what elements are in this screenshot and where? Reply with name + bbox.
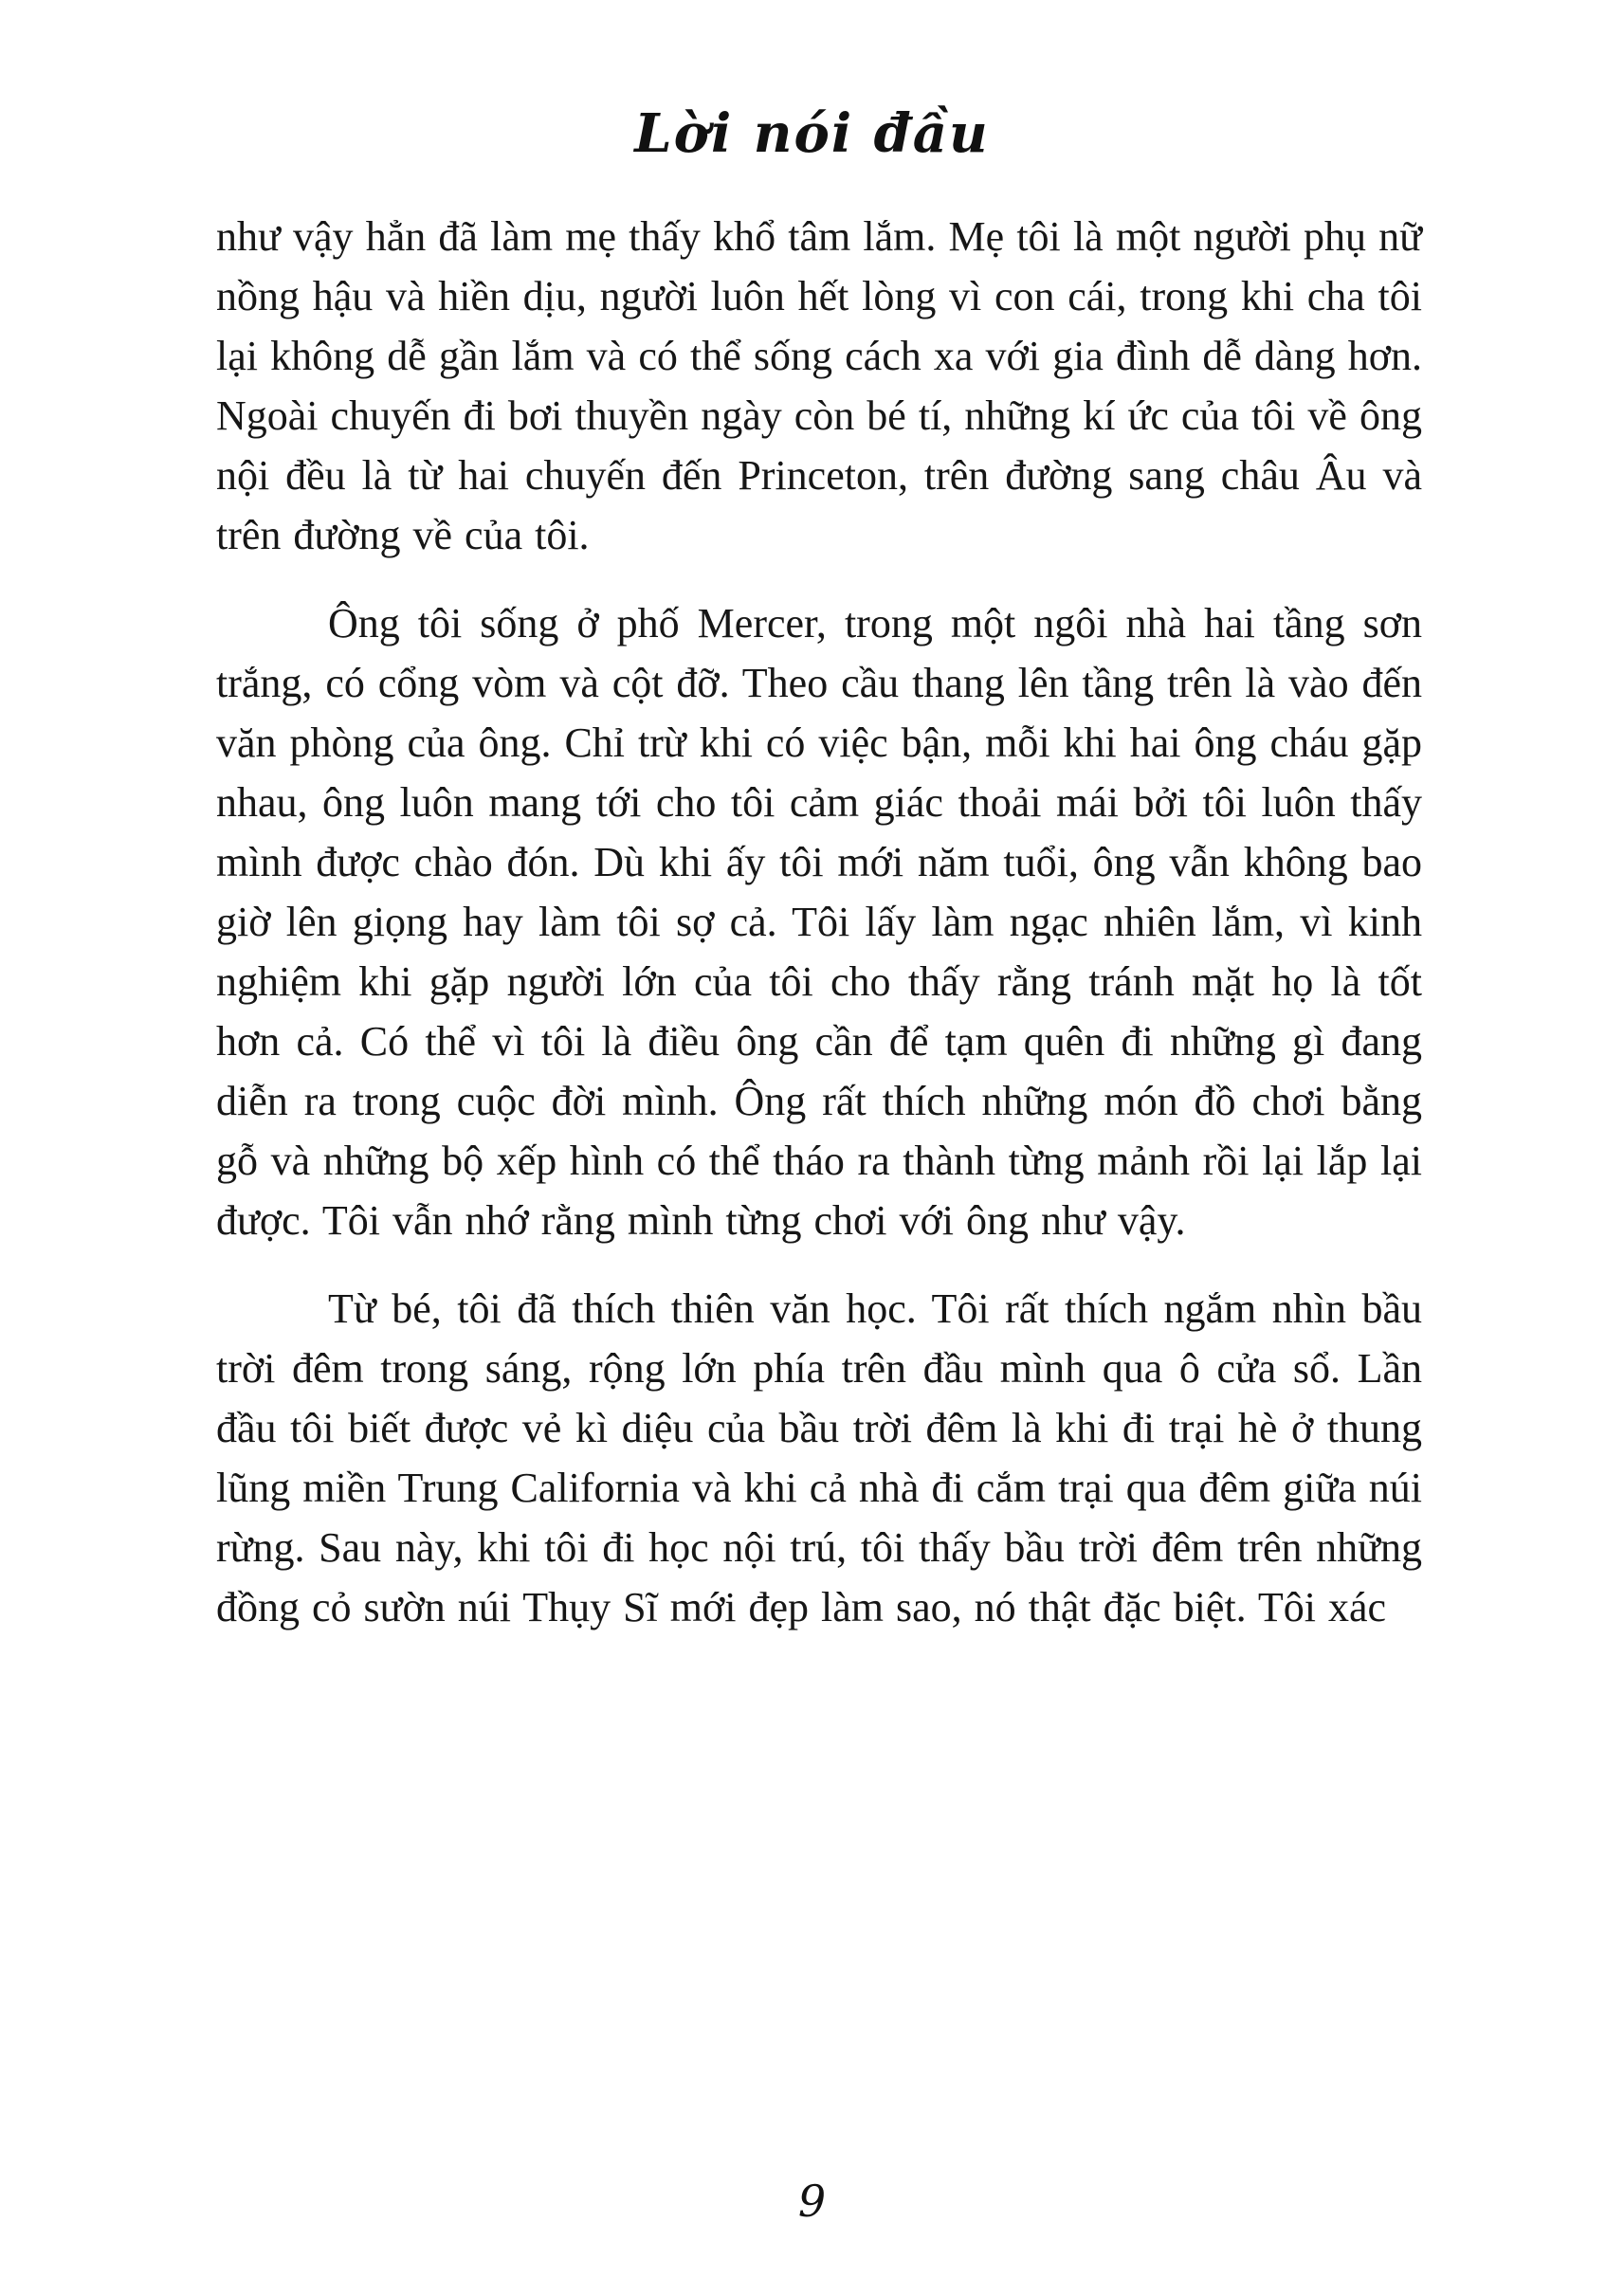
- paragraph: như vậy hẳn đã làm mẹ thấy khổ tâm lắm. Mẹ tôi là một người phụ nữ nồng hậu và hiền dịu, người luôn hết lòng vì con cái, trong khi cha tôi lại không dễ gần lắm và có thể sống cách xa với gia đình dễ dàng hơn. Ngoài chuyến đi bơi thuyền ngày còn bé tí, những kí ức của tôi về ông nội đều là từ hai chuyến đến Princeton, trên đường sang châu Âu và trên đường về của tôi.: [216, 213, 1422, 558]
- paragraph: Ông tôi sống ở phố Mercer, trong một ngôi nhà hai tầng sơn trắng, có cổng vòm và cột đỡ. Theo cầu thang lên tầng trên là vào đến văn phòng của ông. Chỉ trừ khi có việc bận, mỗi khi hai ông cháu gặp nhau, ông luôn mang tới cho tôi cảm giác thoải mái bởi tôi luôn thấy mình được chào đón. Dù khi ấy tôi mới năm tuổi, ông vẫn không bao giờ lên giọng hay làm tôi sợ cả. Tôi lấy làm ngạc nhiên lắm, vì kinh nghiệm khi gặp người lớn của tôi cho thấy rằng tránh mặt họ là tốt hơn cả. Có thể vì tôi là điều ông cần để tạm quên đi những gì đang diễn ra trong cuộc đời mình. Ông rất thích những món đồ chơi bằng gỗ và những bộ xếp hình có thể tháo ra thành từng mảnh rồi lại lắp lại được. Tôi vẫn nhớ rằng mình từng chơi với ông như vậy.: [216, 600, 1422, 1244]
- page-number: 9: [797, 2176, 827, 2227]
- body-text: [216, 207, 1422, 1666]
- chapter-header: Lời nói đầu: [634, 102, 990, 165]
- paragraph: Từ bé, tôi đã thích thiên văn học. Tôi rất thích ngắm nhìn bầu trời đêm trong sáng, rộng lớn phía trên đầu mình qua ô cửa sổ. Lần đầu tôi biết được vẻ kì diệu của bầu trời đêm là khi đi trại hè ở thung lũng miền Trung California và khi cả nhà đi cắm trại qua đêm giữa núi rừng. Sau này, khi tôi đi học nội trú, tôi thấy bầu trời đêm trên những đồng cỏ sườn núi Thụy Sĩ mới đẹp làm sao, nó thật đặc biệt. Tôi xác: [216, 1285, 1422, 1630]
